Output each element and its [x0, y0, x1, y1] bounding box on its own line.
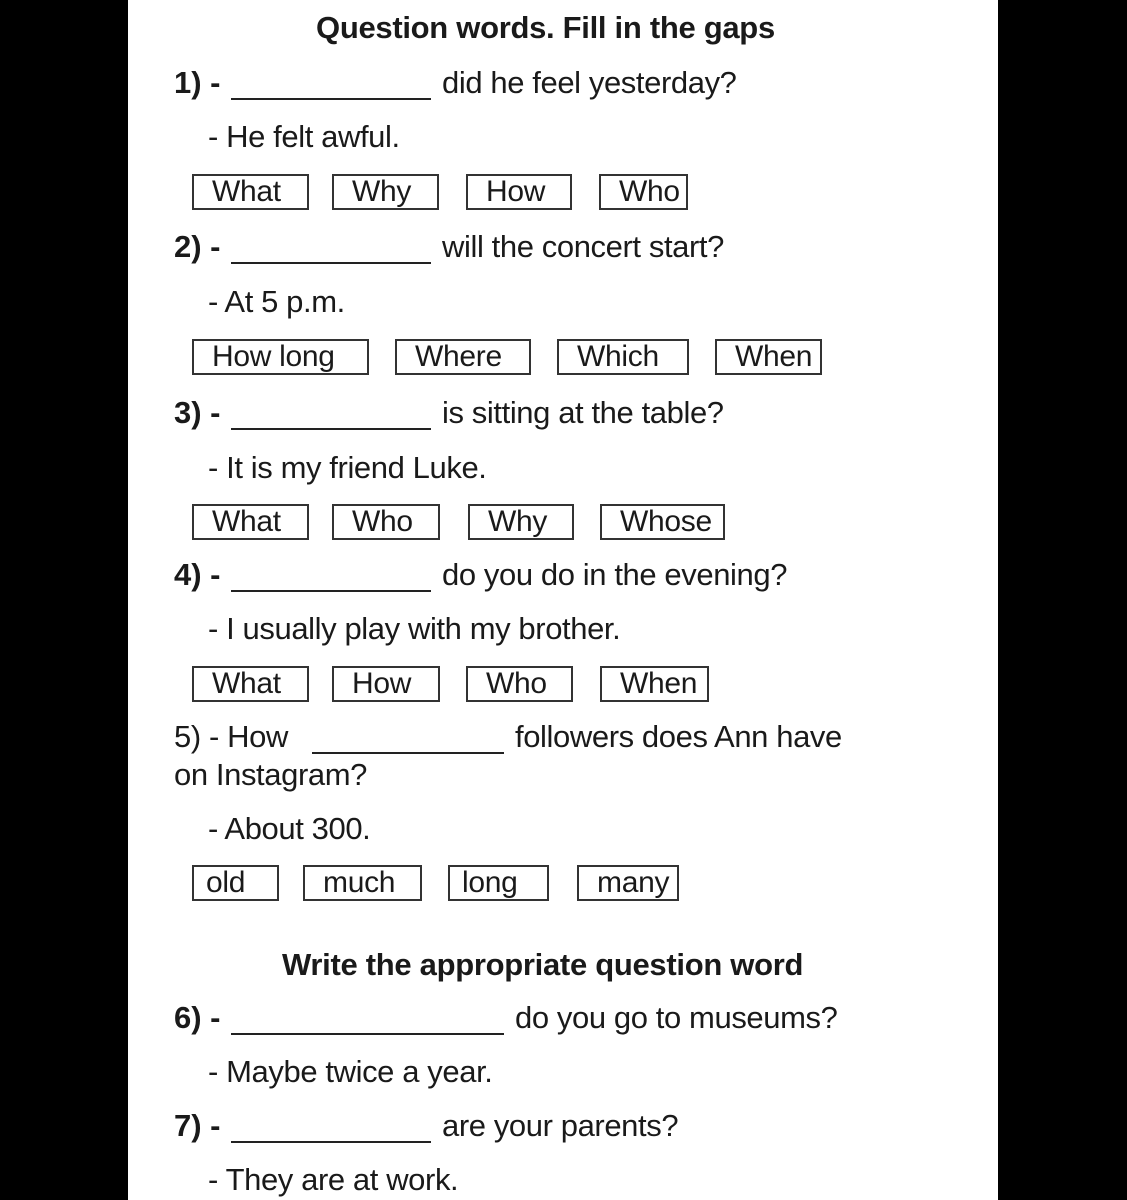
question-5-sentence-cont: on Instagram?	[174, 757, 367, 792]
q1-option-who[interactable]: Who	[599, 174, 688, 210]
question-7-number: 7) -	[174, 1108, 221, 1143]
q4-option-when[interactable]: When	[600, 666, 709, 702]
q2-option-when[interactable]: When	[715, 339, 822, 375]
q5-option-much[interactable]: much	[303, 865, 422, 901]
q4-option-who[interactable]: Who	[466, 666, 573, 702]
question-1-answer: - He felt awful.	[208, 119, 400, 154]
q4-option-what[interactable]: What	[192, 666, 309, 702]
q4-option-how[interactable]: How	[332, 666, 440, 702]
q3-option-why[interactable]: Why	[468, 504, 574, 540]
q5-option-long[interactable]: long	[448, 865, 549, 901]
question-4-sentence: do you do in the evening?	[442, 557, 788, 592]
question-5-blank[interactable]	[312, 752, 504, 754]
question-7-sentence: are your parents?	[442, 1108, 679, 1143]
question-3-answer: - It is my friend Luke.	[208, 450, 487, 485]
q2-option-which[interactable]: Which	[557, 339, 689, 375]
question-2-answer: - At 5 p.m.	[208, 284, 345, 319]
question-1-sentence: did he feel yesterday?	[442, 65, 737, 100]
section-2-title: Write the appropriate question word	[282, 947, 804, 982]
worksheet-title: Question words. Fill in the gaps	[316, 10, 775, 45]
q1-option-why[interactable]: Why	[332, 174, 439, 210]
q3-option-who[interactable]: Who	[332, 504, 440, 540]
question-1-blank[interactable]	[231, 98, 431, 100]
question-1-number: 1) -	[174, 65, 221, 100]
q5-option-many[interactable]: many	[577, 865, 679, 901]
q3-option-what[interactable]: What	[192, 504, 309, 540]
q1-option-how[interactable]: How	[466, 174, 572, 210]
q2-option-where[interactable]: Where	[395, 339, 531, 375]
question-2-number: 2) -	[174, 229, 221, 264]
question-6-sentence: do you go to museums?	[515, 1000, 838, 1035]
q2-option-how-long[interactable]: How long	[192, 339, 369, 375]
question-7-answer: - They are at work.	[208, 1162, 459, 1197]
worksheet-page	[128, 0, 998, 1200]
question-3-blank[interactable]	[231, 428, 431, 430]
q3-option-whose[interactable]: Whose	[600, 504, 725, 540]
question-3-number: 3) -	[174, 395, 221, 430]
question-6-answer: - Maybe twice a year.	[208, 1054, 493, 1089]
question-6-number: 6) -	[174, 1000, 221, 1035]
question-5-number: 5) - How	[174, 719, 288, 754]
question-6-blank[interactable]	[231, 1033, 504, 1035]
question-3-sentence: is sitting at the table?	[442, 395, 724, 430]
question-2-blank[interactable]	[231, 262, 431, 264]
question-5-sentence: followers does Ann have	[515, 719, 842, 754]
question-4-number: 4) -	[174, 557, 221, 592]
question-4-answer: - I usually play with my brother.	[208, 611, 621, 646]
question-7-blank[interactable]	[231, 1141, 431, 1143]
q1-option-what[interactable]: What	[192, 174, 309, 210]
q5-option-old[interactable]: old	[192, 865, 279, 901]
question-5-answer: - About 300.	[208, 811, 371, 846]
question-2-sentence: will the concert start?	[442, 229, 724, 264]
question-4-blank[interactable]	[231, 590, 431, 592]
